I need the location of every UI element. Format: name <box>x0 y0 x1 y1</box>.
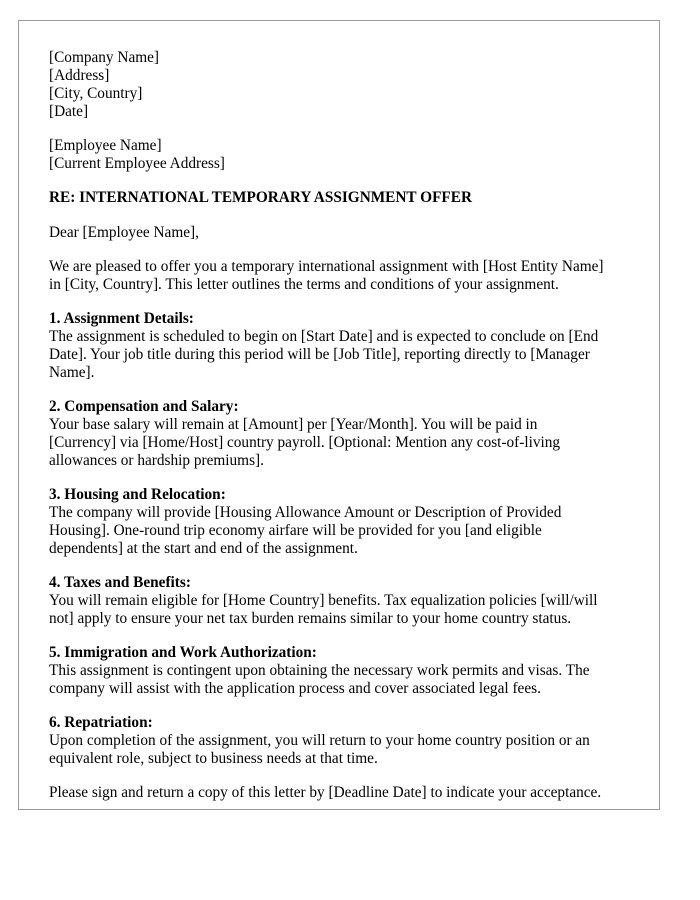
section-title: 1. Assignment Details: <box>49 310 194 327</box>
section-line: [Currency] via [Home/Host] country payroll. [Optional: Mention any cost-of-living <box>49 434 561 451</box>
recipient-block <box>49 137 633 173</box>
sender-company-name: [Company Name] <box>49 49 160 66</box>
letter-page <box>18 20 660 810</box>
sender-city-country: [City, Country] <box>49 85 143 102</box>
letter-content <box>49 49 633 802</box>
salutation: Dear [Employee Name], <box>49 224 199 241</box>
section-title: 2. Compensation and Salary: <box>49 398 239 415</box>
section-line: The company will provide [Housing Allowance Amount or Description of Provided <box>49 504 562 521</box>
section-line: allowances or hardship premiums]. <box>49 452 264 469</box>
section-line: The assignment is scheduled to begin on [Start Date] and is expected to conclude on [End <box>49 328 599 345</box>
section-compensation <box>49 398 633 470</box>
section-line: Name]. <box>49 364 95 381</box>
section-line: company will assist with the application process and cover associated legal fees. <box>49 680 541 697</box>
section-title: 5. Immigration and Work Authorization: <box>49 644 317 661</box>
intro-line: in [City, Country]. This letter outlines the terms and conditions of your assignment. <box>49 276 559 293</box>
subject-line: RE: INTERNATIONAL TEMPORARY ASSIGNMENT OFFER <box>49 189 473 206</box>
section-title: 4. Taxes and Benefits: <box>49 574 191 591</box>
section-line: Upon completion of the assignment, you will return to your home country position or an <box>49 732 590 749</box>
section-line: Housing]. One-round trip economy airfare will be provided for you [and eligible <box>49 522 542 539</box>
intro-paragraph <box>49 258 633 294</box>
section-line: Your base salary will remain at [Amount] per [Year/Month]. You will be paid in <box>49 416 538 433</box>
section-line: Date]. Your job title during this period will be [Job Title], reporting directly to [Manager <box>49 346 590 363</box>
section-line: This assignment is contingent upon obtaining the necessary work permits and visas. The <box>49 662 590 679</box>
section-line: equivalent role, subject to business needs at that time. <box>49 750 378 767</box>
sender-block <box>49 49 633 121</box>
section-line: dependents] at the start and end of the assignment. <box>49 540 358 557</box>
sender-address: [Address] <box>49 67 110 84</box>
recipient-address: [Current Employee Address] <box>49 155 225 172</box>
closing-paragraph: Please sign and return a copy of this letter by [Deadline Date] to indicate your acceptance. <box>49 784 602 801</box>
section-title: 6. Repatriation: <box>49 714 153 731</box>
section-title: 3. Housing and Relocation: <box>49 486 226 503</box>
intro-line: We are pleased to offer you a temporary international assignment with [Host Entity Name] <box>49 258 604 275</box>
section-repatriation <box>49 714 633 768</box>
section-assignment-details <box>49 310 633 382</box>
section-housing <box>49 486 633 558</box>
section-line: You will remain eligible for [Home Country] benefits. Tax equalization policies [will/will <box>49 592 598 609</box>
section-taxes-benefits <box>49 574 633 628</box>
section-line: not] apply to ensure your net tax burden remains similar to your home country status. <box>49 610 572 627</box>
section-immigration <box>49 644 633 698</box>
letter-date: [Date] <box>49 103 89 120</box>
recipient-name: [Employee Name] <box>49 137 162 154</box>
